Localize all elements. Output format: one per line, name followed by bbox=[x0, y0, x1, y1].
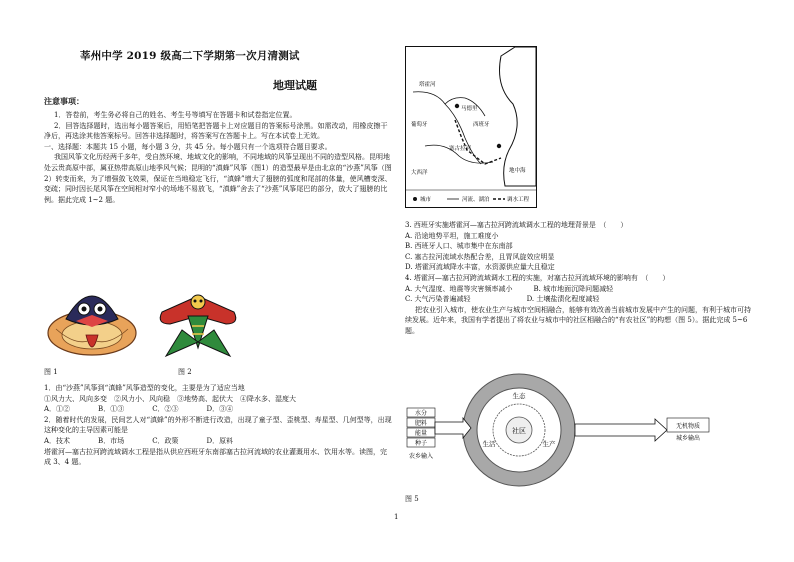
left-column-top bbox=[44, 110, 392, 205]
question-1-choices: A．①② B．①③ C．②③ D．③④ bbox=[44, 405, 234, 414]
map-label-atlantic: 大西洋 bbox=[411, 170, 428, 176]
page-number: 1 bbox=[394, 513, 399, 521]
question-1: 1．由“沙燕”风筝到“滇蜂”风筝造型的变化，主要是为了适应当地 bbox=[44, 384, 245, 392]
section-1-heading: 一、选择题：本题共 15 小题，每小题 3 分，共 45 分。每小题只有一个选项符合题目要求。 bbox=[44, 142, 332, 151]
question-4-option-b: B. 城市地面沉降问题减轻 bbox=[533, 284, 614, 293]
fig5-output-note: 城乡输出 bbox=[675, 436, 701, 442]
notice-heading: 注意事项： bbox=[44, 96, 84, 106]
notice-1: 1．答卷前，考生务必将自己的姓名、考生号等填写在答题卡和试卷指定位置。 bbox=[54, 111, 297, 119]
map-label-segura: 塞古拉河 bbox=[449, 146, 472, 152]
map-label-madrid: 马德里 bbox=[461, 106, 478, 112]
map-label-spain: 西班牙 bbox=[473, 122, 490, 128]
question-4-options-cd bbox=[405, 294, 757, 305]
fig5-input-arrow bbox=[435, 418, 471, 438]
fig5-input-note: 农乡输入 bbox=[408, 454, 434, 460]
legend-river: 河流、湖泊 bbox=[462, 197, 490, 203]
question-4-options-ab bbox=[405, 284, 757, 295]
fig5-output-label: 无机物质 bbox=[675, 424, 701, 430]
question-3-option-d: D. 塔霍河流域降水丰富，水资源供应量大且稳定 bbox=[405, 263, 555, 272]
left-column-bottom bbox=[44, 383, 392, 468]
exam-subtitle: 地理试题 bbox=[273, 79, 317, 92]
question-4-option-d: D. 土壤盐渍化程度减轻 bbox=[526, 295, 600, 304]
fig5-ring-ecology: 生态 bbox=[512, 393, 526, 400]
map-label-mediterranean: 地中海 bbox=[509, 168, 526, 174]
notice-2: 2．回答选择题时，选出每小题答案后，用铅笔把答题卡上对应题目的答案标号涂黑。如需改动，用橡皮擦干净后，再选涂其他答案标号。回答非选择题时，将答案写在答题卡上。写在本试卷上无效。 bbox=[44, 121, 388, 141]
question-2-choices: A．技术 B．市场 C．政策 D．原料 bbox=[44, 436, 234, 445]
city-agriculture-intro: 把农业引入城市，使农业生产与城市空间相融合，能够有效改善当前城市发展中产生的问题，有利于城市可持续发展。近年来，我国有学者提出了将农业与城市中的社区相融合的“有农社区”的构想（图 5）。据此完成 5~6 题。 bbox=[405, 305, 751, 335]
legend-transfer: 调水工程 bbox=[507, 197, 530, 203]
figure-1-dianfeng-kite bbox=[44, 275, 140, 361]
spain-water-transfer-map bbox=[405, 46, 537, 208]
figure-2-shayan-kite bbox=[152, 290, 244, 360]
question-1-options: ①风力大、风向多变 ②风力小、风向稳 ③地势高、起伏大 ④降水多、湿度大 bbox=[44, 394, 296, 403]
figure-5-community-agriculture bbox=[405, 372, 735, 490]
question-2: 2．随着时代的发展，民间艺人对“滇蜂”的外形不断进行改造，出现了童子型、歪桃型、寿星型、几何型等，出现这种变化的主导因素可能是 bbox=[44, 415, 392, 435]
fig5-input-water: 水分 bbox=[414, 411, 428, 417]
right-column-questions bbox=[405, 220, 757, 337]
fig5-center-label: 社区 bbox=[512, 427, 526, 435]
fig5-ring-production: 生产 bbox=[542, 441, 556, 448]
question-4-option-a: A. 大气湿度、地震等灾害频率减小 bbox=[405, 284, 513, 293]
figure-2-caption: 图 2 bbox=[178, 368, 192, 376]
legend-city: 城市 bbox=[420, 197, 432, 203]
question-3-option-c: C. 塞古拉河流域水热配合差，且胃风旋效应明显 bbox=[405, 252, 555, 261]
question-3-option-b: B. 西班牙人口、城市集中在东南部 bbox=[405, 242, 513, 251]
fig5-ring-life: 生活 bbox=[482, 441, 496, 448]
map-label-portugal: 葡萄牙 bbox=[411, 122, 428, 128]
map-label-tajo: 塔霍河 bbox=[419, 82, 436, 88]
question-4: 4. 塔霍河—塞古拉河跨流域调水工程的实施，对塞古拉河流域环境的影响有 （ ） bbox=[405, 273, 670, 282]
water-transfer-intro: 塔霍河—塞古拉河跨流域调水工程是指从供应西班牙东南部塞古拉河流域的农业灌溉用水、饮用水等。读图，完成 3、4 题。 bbox=[44, 447, 387, 467]
kite-intro: 我国风筝文化历经两千多年，受自然环境、地域文化的影响，不同地域的风筝呈现出不同的造型风格。昆明地处云贵高原中部，属亚热带高原山地季风气候；昆明的“滇蜂”风筝（图1）的造型最早是由北京的“沙燕”风筝（图2）转变而来，为了增强敛飞效果，保证在当地稳定飞行，“滇蜂”增大了翅膀的弧度和尾部的体量，使风槽变深、变疏；同时因长尾风筝在空间相对窄小的场地不易放飞，“滇蜂”舍去了“沙燕”风筝尾巴的部分，放大了翅膀的比例。据此完成 1~2 题。 bbox=[44, 153, 392, 204]
fig5-output-arrow bbox=[575, 419, 667, 441]
figure-5-caption: 图 5 bbox=[405, 495, 419, 503]
fig5-input-seed: 种子 bbox=[414, 441, 428, 447]
question-4-option-c: C. 大气污染普遍减轻 bbox=[405, 295, 471, 304]
exam-title: 莘州中学 2019 级高二下学期第一次月清测试 bbox=[80, 50, 300, 62]
question-3: 3. 西班牙实施塔霍河—塞古拉河跨流域调水工程的地理背景是 （ ） bbox=[405, 221, 628, 229]
question-3-option-a: A. 沿途地势平坦，施工难度小 bbox=[405, 231, 499, 240]
figure-1-caption: 图 1 bbox=[44, 368, 58, 376]
fig5-input-fertilizer: 肥料 bbox=[414, 421, 428, 427]
legend-city-icon bbox=[413, 197, 417, 201]
fig5-input-energy: 能量 bbox=[414, 431, 428, 437]
